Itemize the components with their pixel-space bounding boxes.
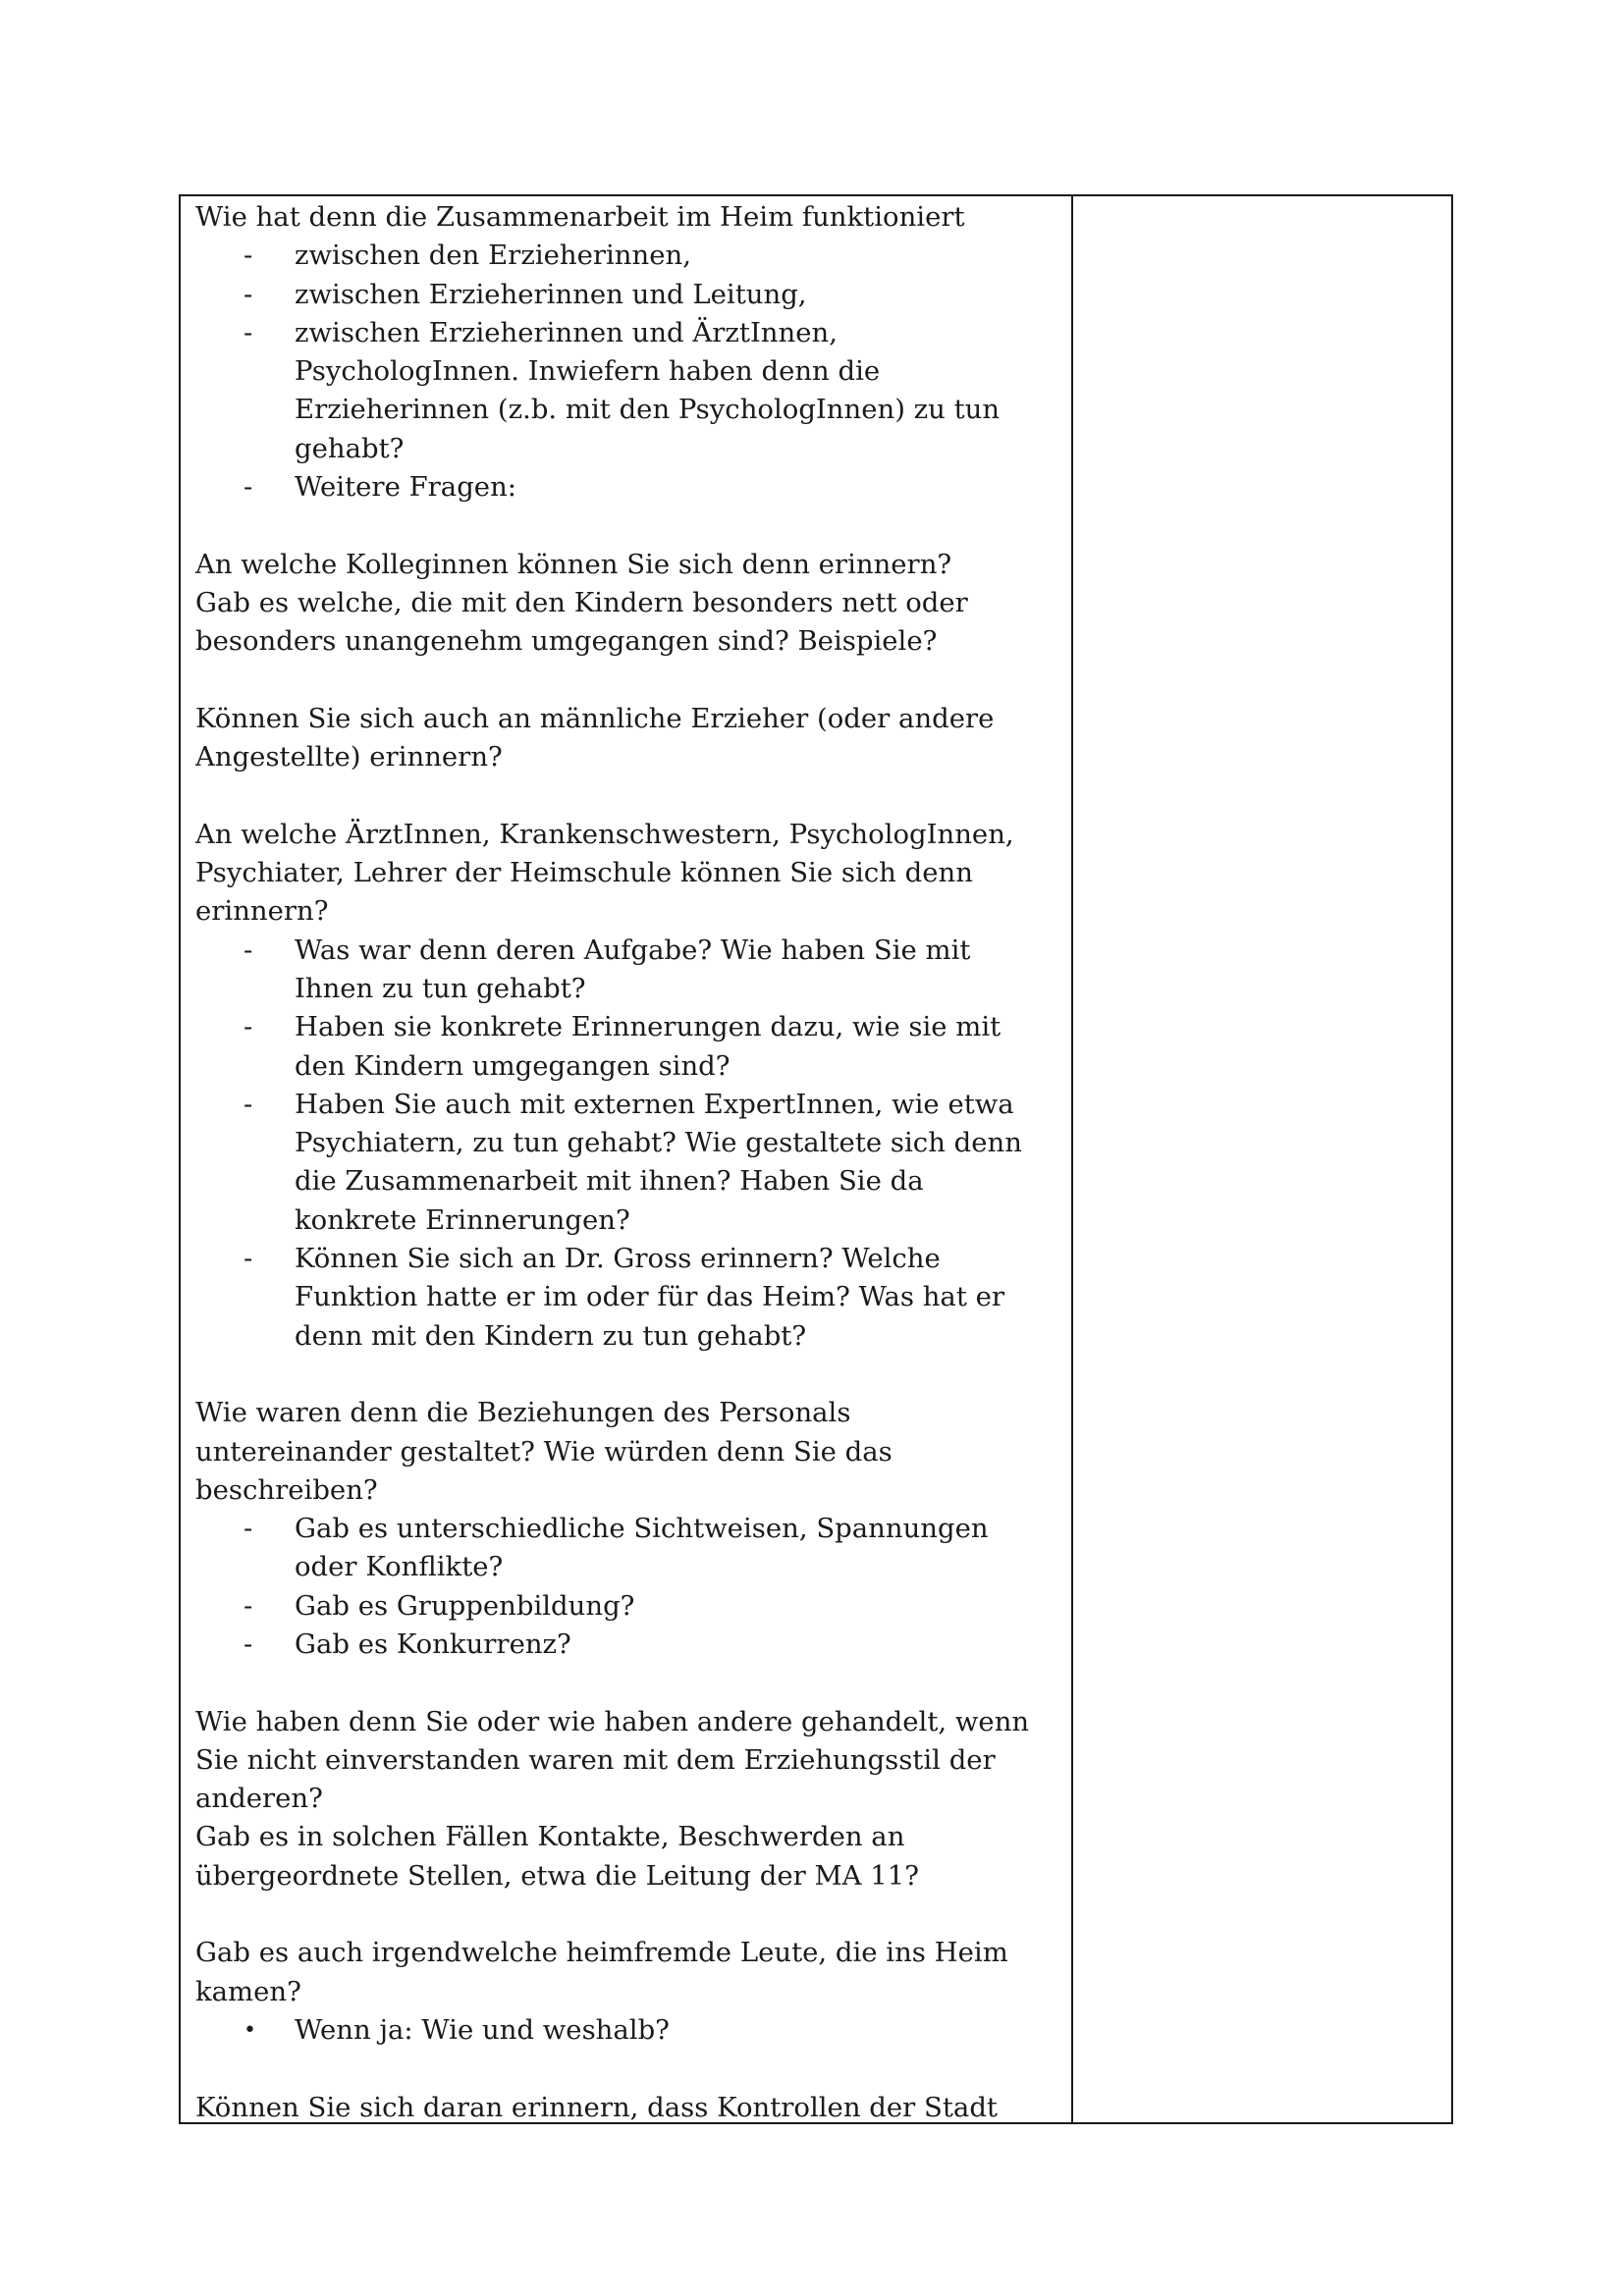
dash-marker: -	[243, 1628, 253, 1660]
question-list	[195, 237, 1071, 507]
list-item-text: Gab es Konkurrenz?	[295, 1628, 571, 1660]
question-paragraph: An welche Kolleginnen können Sie sich denn erinnern? Gab es welche, die mit den Kindern besonders nett oder besonders unangenehm umgegangen sind? Beispiele?	[195, 548, 968, 658]
list-item-text: Haben Sie auch mit externen ExpertInnen, wie etwa Psychiatern, zu tun gehabt? Wie gestaltete sich denn die Zusammenarbeit mit ihnen? Haben Sie da konkrete Erinnerungen?	[295, 1088, 1022, 1236]
dash-marker: -	[243, 1513, 253, 1545]
dash-marker: -	[243, 934, 253, 966]
list-item-text: Gab es Gruppenbildung?	[295, 1589, 635, 1622]
question-block	[195, 1394, 1071, 1664]
question-block	[195, 816, 1071, 1356]
dash-marker: -	[243, 1088, 253, 1120]
list-item	[195, 1626, 1071, 1664]
question-paragraph: Können Sie sich daran erinnern, dass Kontrollen der Stadt	[195, 2091, 998, 2122]
list-item	[195, 237, 1071, 275]
dash-marker: -	[243, 316, 253, 348]
dash-marker: -	[243, 471, 253, 504]
questions-column	[181, 196, 1073, 2122]
list-item	[195, 314, 1071, 468]
list-item	[195, 932, 1071, 1009]
list-item-text: Gab es unterschiedliche Sichtweisen, Spannungen oder Konflikte?	[295, 1513, 989, 1583]
list-item	[195, 1008, 1071, 1086]
list-item-text: Was war denn deren Aufgabe? Wie haben Sie mit Ihnen zu tun gehabt?	[295, 934, 971, 1004]
dash-marker: -	[243, 1011, 253, 1043]
dash-marker: -	[243, 1589, 253, 1622]
list-item-text: zwischen Erzieherinnen und ÄrztInnen, PsychologInnen. Inwiefern haben denn die Erzieherinnen (z.b. mit den PsychologInnen) zu tun gehabt?	[295, 316, 1001, 464]
list-item-text: Wenn ja: Wie und weshalb?	[295, 2013, 670, 2046]
question-block	[195, 1703, 1071, 1896]
dash-marker: -	[243, 240, 253, 272]
list-item	[195, 468, 1071, 507]
list-item	[195, 1587, 1071, 1626]
question-block	[195, 198, 1071, 507]
list-item	[195, 2011, 1071, 2050]
list-item	[195, 1240, 1071, 1356]
list-item-text: zwischen Erzieherinnen und Leitung,	[295, 278, 807, 310]
question-block	[195, 700, 1071, 777]
dash-marker: -	[243, 278, 253, 310]
list-item	[195, 1086, 1071, 1240]
question-paragraph: Wie waren denn die Beziehungen des Personals untereinander gestaltet? Wie würden denn Sie das beschreiben?	[195, 1397, 893, 1506]
notes-column	[1073, 196, 1451, 2122]
question-list	[195, 932, 1071, 1356]
list-item-text: Haben sie konkrete Erinnerungen dazu, wie sie mit den Kindern umgegangen sind?	[295, 1011, 1001, 1082]
list-item-text: zwischen den Erzieherinnen,	[295, 240, 691, 272]
question-block	[195, 546, 1071, 662]
question-paragraph: Können Sie sich auch an männliche Erzieher (oder andere Angestellte) erinnern?	[195, 702, 995, 774]
list-item-text: Können Sie sich an Dr. Gross erinnern? Welche Funktion hatte er im oder für das Heim? Was hat er denn mit den Kindern zu tun gehabt?	[295, 1243, 1005, 1352]
question-list	[195, 1510, 1071, 1664]
question-block	[195, 2089, 1071, 2122]
question-paragraph: Wie haben denn Sie oder wie haben andere gehandelt, wenn Sie nicht einverstanden waren mit dem Erziehungsstil der anderen? Gab es in solchen Fällen Kontakte, Beschwerden an übergeordnete Stellen, etwa die Leitung der MA 11?	[195, 1705, 1030, 1892]
question-block	[195, 1934, 1071, 2050]
interview-table	[179, 194, 1453, 2124]
question-paragraph: An welche ÄrztInnen, Krankenschwestern, PsychologInnen, Psychiater, Lehrer der Heimschule können Sie sich denn erinnern?	[195, 818, 1014, 928]
dash-marker: -	[243, 1243, 253, 1275]
bullet-marker: •	[243, 2017, 256, 2043]
list-item	[195, 276, 1071, 314]
question-paragraph: Gab es auch irgendwelche heimfremde Leute, die ins Heim kamen?	[195, 1937, 1008, 2007]
question-paragraph: Wie hat denn die Zusammenarbeit im Heim funktioniert	[195, 201, 965, 233]
question-list	[195, 2011, 1071, 2050]
list-item	[195, 1510, 1071, 1587]
list-item-text: Weitere Fragen:	[295, 471, 517, 504]
